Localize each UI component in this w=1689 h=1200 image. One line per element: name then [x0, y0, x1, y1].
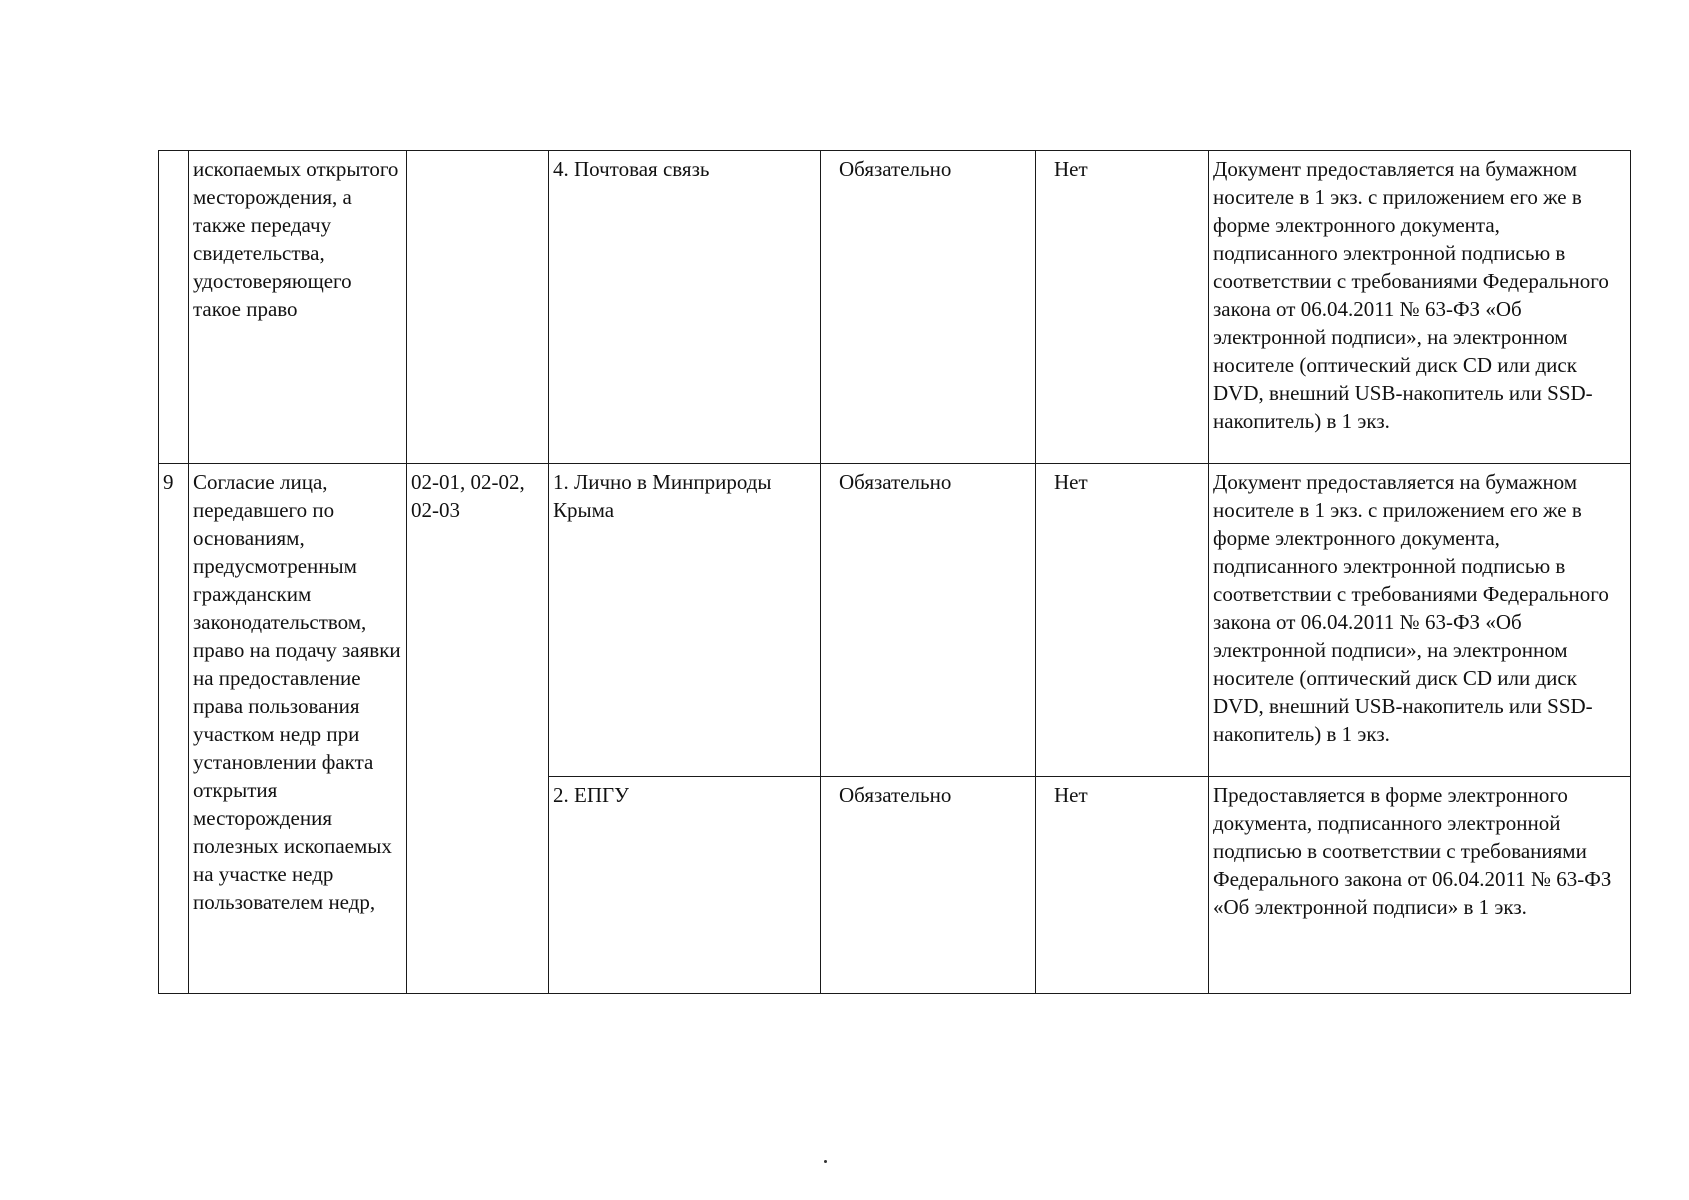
channel-cell: 2. ЕПГУ: [549, 777, 821, 994]
flag-cell: Нет: [1036, 777, 1209, 994]
requirements-table: [158, 150, 1631, 994]
scan-speck: [824, 1160, 827, 1163]
required-cell: Обязательно: [821, 777, 1036, 994]
document-name-cell: ископаемых открытого месторождения, а также передачу свидетельства, удостоверяющего такое право: [189, 151, 407, 464]
description-cell: Документ предоставляется на бумажном носителе в 1 экз. с приложением его же в форме электронного документа, подписанного электронной подписью в соответствии с требованиями Федерального закона от 06.04.2011 № 63-ФЗ «Об электронной подписи», на электронном носителе (оптический диск CD или диск DVD, внешний USB-накопитель или SSD-накопитель) в 1 экз.: [1209, 151, 1631, 464]
channel-cell: 4. Почтовая связь: [549, 151, 821, 464]
flag-cell: Нет: [1036, 151, 1209, 464]
document-name-cell: Согласие лица, передавшего по основаниям, предусмотренным гражданским законодательством, право на подачу заявки на предоставление права пользования участком недр при установлении факта открытия месторождения полезных ископаемых на участке недр пользователем недр,: [189, 464, 407, 994]
required-cell: Обязательно: [821, 464, 1036, 777]
row-number-cell: [159, 151, 189, 464]
table-row: [159, 151, 1631, 464]
description-cell: Предоставляется в форме электронного документа, подписанного электронной подписью в соответствии с требованиями Федерального закона от 06.04.2011 № 63-ФЗ «Об электронной подписи» в 1 экз.: [1209, 777, 1631, 994]
description-cell: Документ предоставляется на бумажном носителе в 1 экз. с приложением его же в форме электронного документа, подписанного электронной подписью в соответствии с требованиями Федерального закона от 06.04.2011 № 63-ФЗ «Об электронной подписи», на электронном носителе (оптический диск CD или диск DVD, внешний USB-накопитель или SSD-накопитель) в 1 экз.: [1209, 464, 1631, 777]
codes-cell: [407, 151, 549, 464]
codes-cell: 02-01, 02-02, 02-03: [407, 464, 549, 994]
channel-cell: 1. Лично в Минприроды Крыма: [549, 464, 821, 777]
table-row: [159, 464, 1631, 777]
required-cell: Обязательно: [821, 151, 1036, 464]
flag-cell: Нет: [1036, 464, 1209, 777]
row-number-cell: 9: [159, 464, 189, 994]
